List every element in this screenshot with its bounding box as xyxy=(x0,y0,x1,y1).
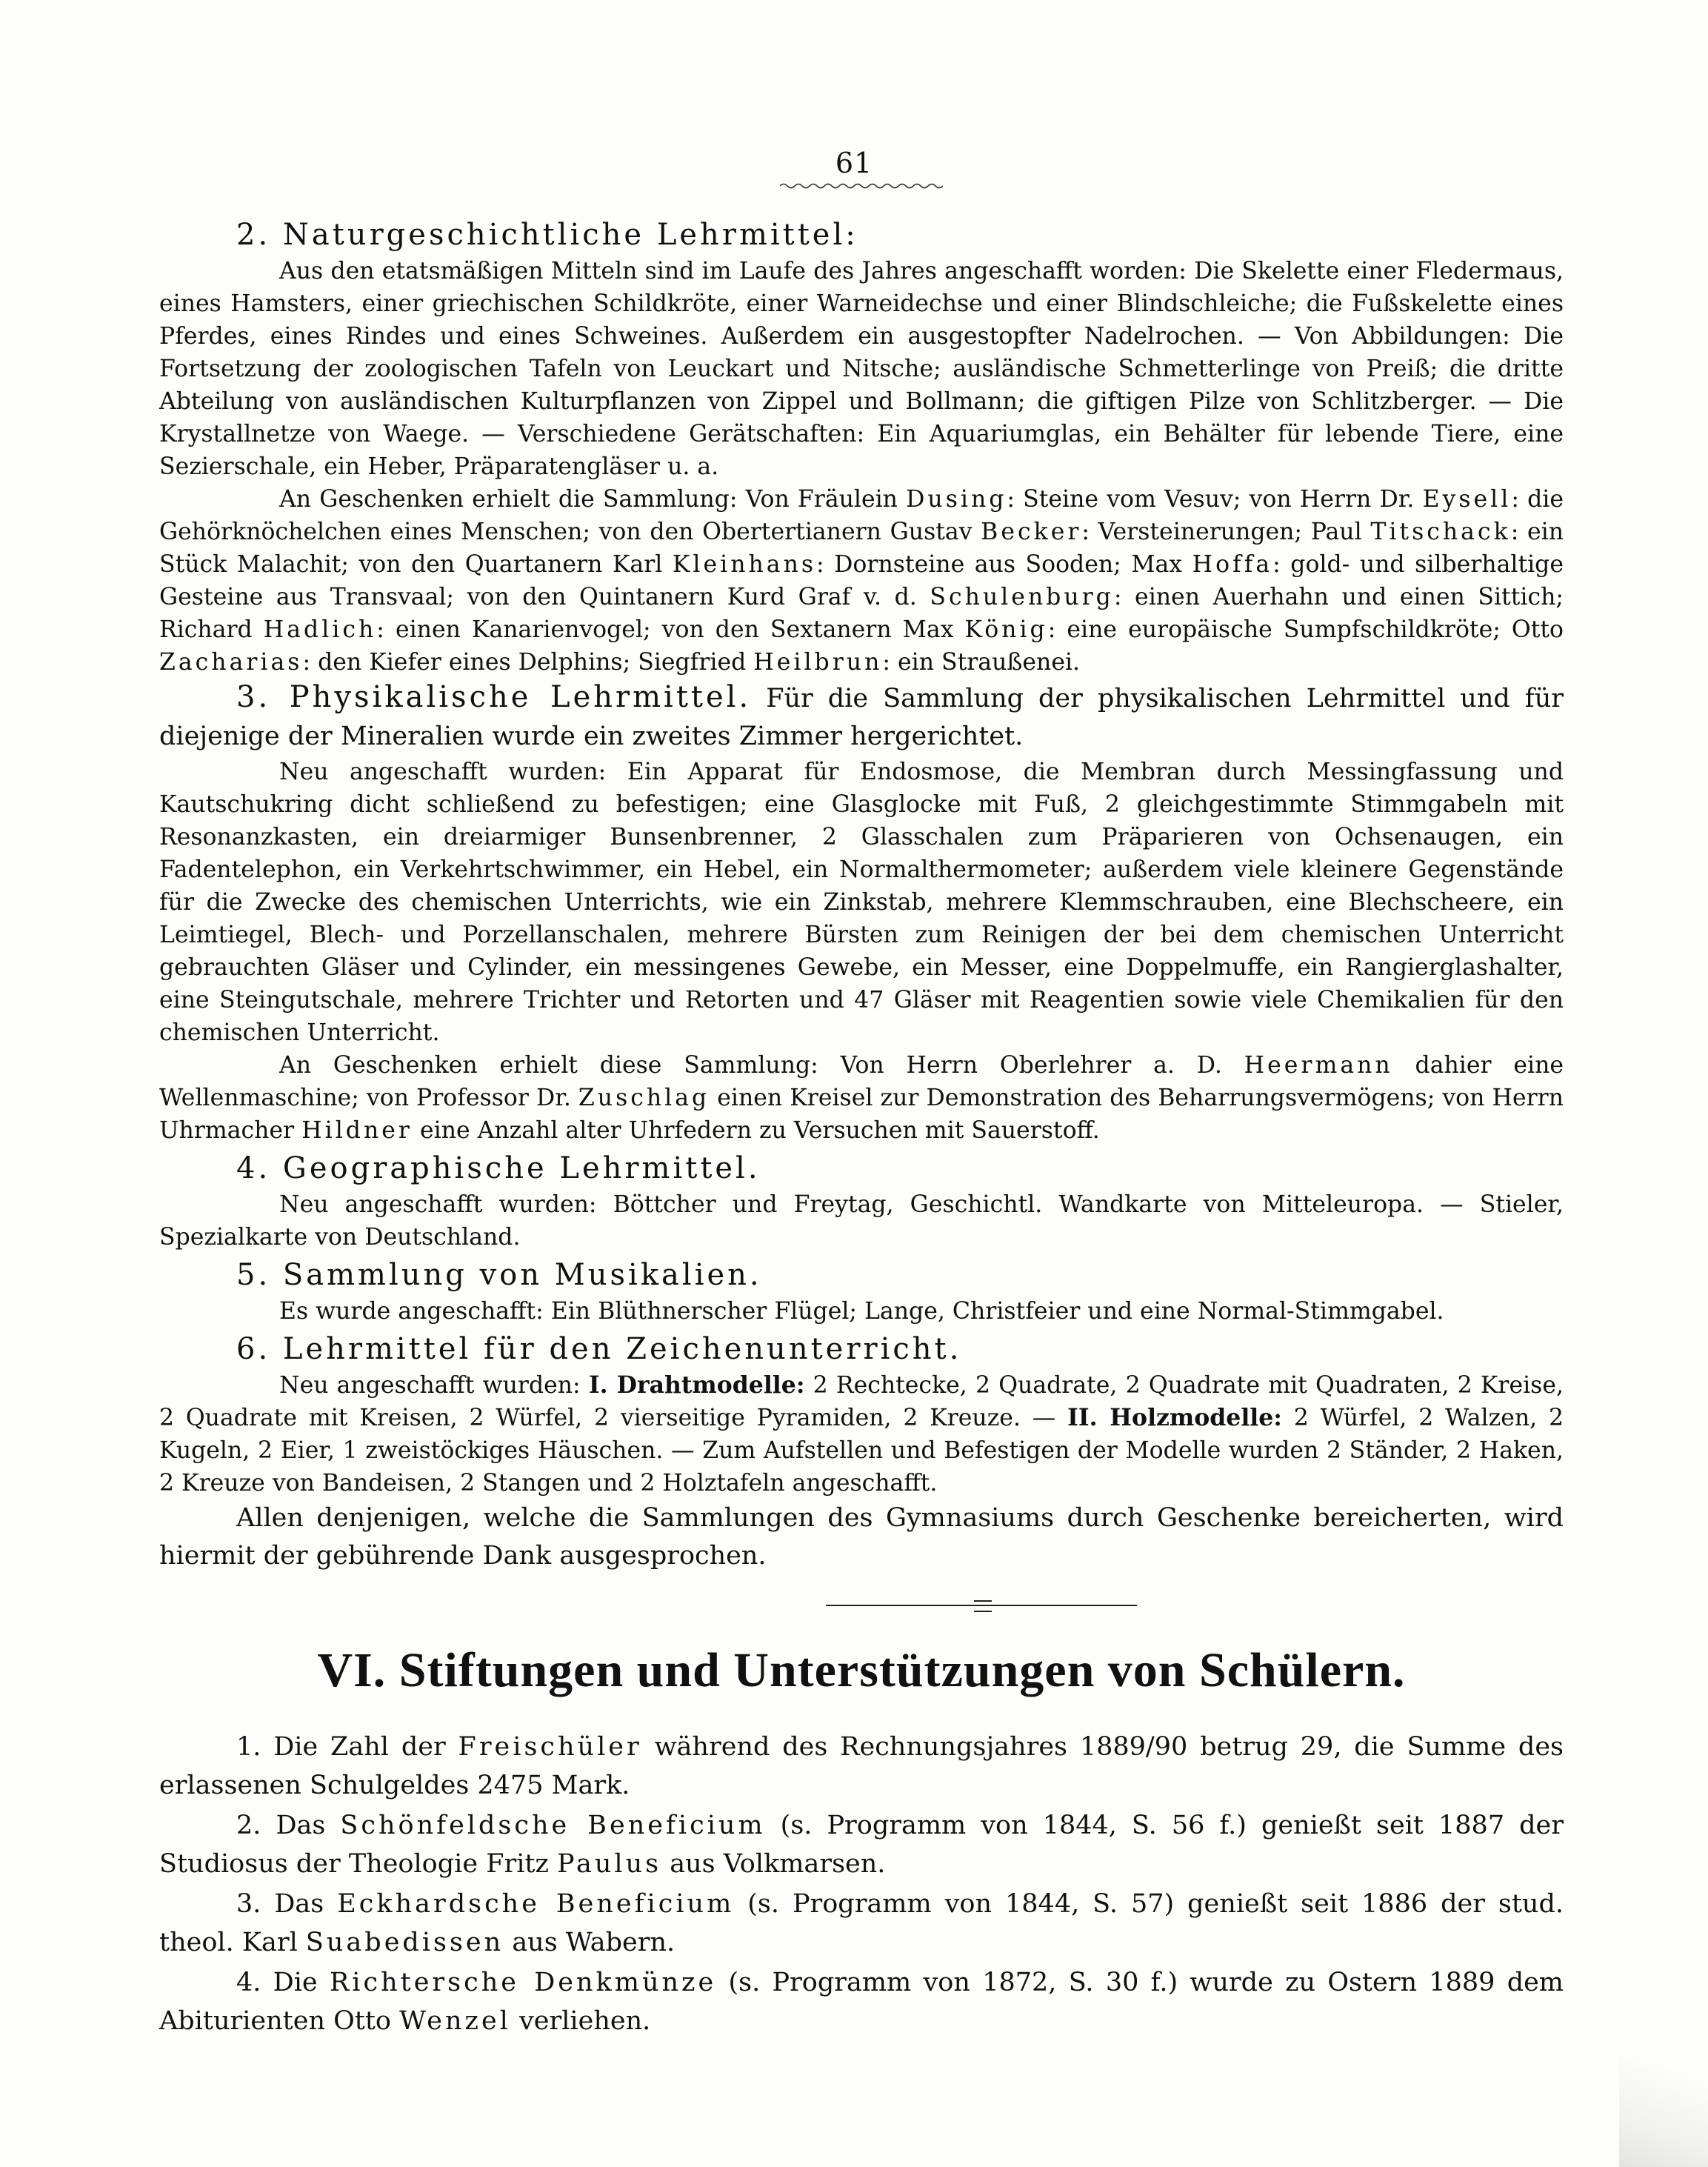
donor-name: Titschack xyxy=(1370,519,1511,545)
label-drahtmodelle: I. Drahtmodelle: xyxy=(588,1371,805,1399)
divider-mark xyxy=(974,1600,992,1612)
text-segment: 4. Die xyxy=(236,1968,330,1997)
label-holzmodelle: II. Holzmodelle: xyxy=(1067,1404,1282,1431)
paragraph-zeichen-purchases xyxy=(159,1369,1564,1499)
list-item-schoenfeld-beneficium xyxy=(159,1806,1564,1883)
recipient-name: Suabedissen xyxy=(305,1928,504,1957)
donor-name: Hoffa xyxy=(1192,551,1273,578)
page-corner-shadow xyxy=(1619,1900,1708,2167)
donor-name: Becker xyxy=(981,519,1082,545)
heading-zeichenunterricht: 6. Lehrmittel für den Zeichenunterricht. xyxy=(236,1332,962,1366)
paragraph-physikalische-intro xyxy=(159,679,1564,756)
donor-name: Hildner xyxy=(301,1117,413,1144)
donor-name: Kleinhans xyxy=(672,551,817,578)
emphasized-term: Richtersche Denkmünze xyxy=(329,1968,717,1997)
text-segment: eine Anzahl alter Uhrfedern zu Versuchen mit Sauerstoff. xyxy=(412,1117,1100,1144)
text-segment: : ein Stück Malachit; von den Quartanern Karl xyxy=(159,519,1564,578)
heading-sammlung-musikalien: 5. Sammlung von Musikalien. xyxy=(236,1258,762,1292)
text-segment: : den Kiefer eines Delphins; Siegfried xyxy=(302,649,754,676)
heading-physikalische-lehrmittel: 3. Physikalische Lehrmittel. xyxy=(236,680,752,714)
text-segment: dahier eine Wellenmaschine; von Professor Dr. xyxy=(159,1052,1564,1111)
donor-name: Dusing xyxy=(906,486,1007,513)
emphasized-term: Freischüler xyxy=(458,1732,642,1762)
donor-name: Zuschlag xyxy=(578,1085,710,1111)
donor-name: Heermann xyxy=(1244,1052,1393,1079)
text-segment: : Versteinerungen; Paul xyxy=(1081,519,1371,545)
donor-name: Heilbrun xyxy=(753,649,883,676)
paragraph-physikalische-purchases: Neu angeschafft wurden: Ein Apparat für Endosmose, die Membran durch Messingfassung und Kautschukring dicht schließend zu befestigen; eine Glasglocke mit Fuß, 2 gleichgestimmte Stimmgabeln mit Resonanzkasten, ein dreiarmiger Bunsenbrenner, 2 Glasschalen zum Präparieren von Ochsenaugen, ein Fadentelephon, ein Verkehrtschwimmer, ein Hebel, ein Normalthermometer; außerdem viele kleinere Gegenstände für die Zwecke des chemischen Unterrichts, wie ein Zinkstab, mehrere Klemmschrauben, eine Blechscheere, ein Leimtiegel, Blech- und Porzellanschalen, mehrere Bürsten zum Reinigen der bei dem chemischen Unterricht gebrauchten Gläser und Cylinder, ein messingenes Gewebe, ein Messer, eine Doppelmuffe, ein Rangierglashalter, eine Steingutschale, mehrere Trichter und Retorten und 47 Gläser mit Reagentien sowie viele Chemikalien für den chemischen Unterricht. xyxy=(159,759,1564,1046)
text-segment: 3. Das xyxy=(236,1889,338,1919)
text-segment: Für die Sammlung der physikalischen Lehrmittel und für diejenige der Mineralien wurde ein zweites Zimmer hergerichtet. xyxy=(159,684,1564,751)
list-item-eckhard-beneficium xyxy=(159,1885,1564,1962)
text-segment: (s. Programm von 1844, S. 57) genießt seit 1886 der stud. theol. Karl xyxy=(159,1889,1564,1957)
donor-name: Hadlich xyxy=(263,616,377,643)
page-number-ornament xyxy=(780,181,943,191)
text-segment: : ein Straußenei. xyxy=(882,649,1081,676)
text-segment: während des Rechnungsjahres 1889/90 betrug 29, die Summe des erlassenen Schulgeldes 2475 Mark. xyxy=(159,1732,1564,1800)
paragraph-naturgeschichte-gifts xyxy=(159,483,1564,679)
recipient-name: Wenzel xyxy=(399,2006,511,2036)
donor-name: Eysell xyxy=(1422,486,1512,513)
paragraph-geographische-purchases: Neu angeschafft wurden: Böttcher und Freytag, Geschichtl. Wandkarte von Mitteleuropa. — Stieler, Spezialkarte von Deutschland. xyxy=(159,1191,1564,1251)
heading-geographische-lehrmittel: 4. Geographische Lehrmittel. xyxy=(236,1151,761,1185)
heading-naturgeschichtliche-lehrmittel: 2. Naturgeschichtliche Lehrmittel: xyxy=(236,218,858,252)
text-segment: (s. Programm von 1872, S. 30 f.) wurde zu Ostern 1889 dem Abiturienten Otto xyxy=(159,1968,1564,2036)
paragraph-physikalische-gifts xyxy=(159,1049,1564,1147)
chapter-title: VI. Stiftungen und Unterstützungen von Schülern. xyxy=(317,1643,1406,1697)
text-segment: : einen Kanarienvogel; von den Sextanern Max xyxy=(376,616,965,643)
recipient-name: Paulus xyxy=(557,1849,662,1879)
text-segment: 2. Das xyxy=(236,1811,341,1840)
page-number: 61 xyxy=(835,147,873,179)
donor-name: Schulenburg xyxy=(930,584,1114,610)
text-segment: : einen Auerhahn und einen Sittich; Richard xyxy=(159,584,1564,643)
list-item-freischueler xyxy=(159,1728,1564,1805)
text-segment: einen Kreisel zur Demonstration des Beharrungsvermögens; von Herrn Uhrmacher xyxy=(159,1085,1564,1144)
paragraph-thanks: Allen denjenigen, welche die Sammlungen des Gymnasiums durch Geschenke bereicherten, wird hiermit der gebührende Dank ausgesprochen. xyxy=(159,1503,1564,1571)
text-segment: (s. Programm von 1844, S. 56 f.) genießt seit 1887 der Studiosus der Theologie Fritz xyxy=(159,1811,1564,1879)
paragraph-musikalien-purchases: Es wurde angeschafft: Ein Blüthnerscher Flügel; Lange, Christfeier und eine Normal-Stimmgabel. xyxy=(279,1298,1444,1325)
page-content xyxy=(159,213,1564,2042)
text-segment: : eine europäische Sumpfschildkröte; Otto xyxy=(1047,616,1564,643)
text-segment: Neu angeschafft wurden: xyxy=(279,1372,589,1399)
emphasized-term: Schönfeldsche Beneficium xyxy=(340,1811,766,1840)
text-segment: 1. Die Zahl der xyxy=(236,1732,458,1762)
text-segment: aus Volkmarsen. xyxy=(661,1849,886,1879)
section-divider xyxy=(159,1575,1564,1627)
list-item-richter-denkmuenze xyxy=(159,1963,1564,2040)
text-segment: 2 Würfel, 2 Walzen, 2 Kugeln, 2 Eier, 1 zweistöckiges Häuschen. — Zum Aufstellen und Befestigen der Modelle wurden 2 Ständer, 2 Haken, 2 Kreuze von Bandeisen, 2 Stangen und 2 Holztafeln angeschafft. xyxy=(159,1405,1564,1497)
donor-name: König xyxy=(964,616,1048,643)
text-segment: : Dornsteine aus Sooden; Max xyxy=(816,551,1192,578)
emphasized-term: Eckhardsche Beneficium xyxy=(337,1889,735,1919)
text-segment: : gold- und silberhaltige Gesteine aus Transvaal; von den Quintanern Kurd Graf v. d. xyxy=(159,551,1564,610)
text-segment: 2 Rechtecke, 2 Quadrate, 2 Quadrate mit Quadraten, 2 Kreise, 2 Quadrate mit Kreisen, 2 Würfel, 2 vierseitige Pyramiden, 2 Kreuze. — xyxy=(159,1372,1564,1431)
text-segment: An Geschenken erhielt die Sammlung: Von Fräulein xyxy=(279,486,907,513)
text-segment: : die Gehörknöchelchen eines Menschen; von den Obertertianern Gustav xyxy=(159,486,1564,545)
text-segment: An Geschenken erhielt diese Sammlung: Von Herrn Oberlehrer a. D. xyxy=(279,1052,1244,1079)
donor-name: Zacharias xyxy=(159,649,303,676)
text-segment: verliehen. xyxy=(510,2006,651,2036)
text-segment: : Steine vom Vesuv; von Herrn Dr. xyxy=(1007,486,1423,513)
paragraph-naturgeschichte-purchases: Aus den etatsmäßigen Mitteln sind im Laufe des Jahres angeschafft worden: Die Skelette einer Fledermaus, eines Hamsters, einer griechischen Schildkröte, einer Warneidechse und einer Blindschleiche; die Fußskelette eines Pferdes, eines Rindes und eines Schweines. Außerdem ein ausgestopfter Nadelrochen. — Von Abbildungen: Die Fortsetzung der zoologischen Tafeln von Leuckart und Nitsche; ausländische Schmetterlinge von Preiß; die dritte Abteilung von ausländischen Kulturpflanzen von Zippel und Bollmann; die giftigen Pilze von Schlitzberger. — Die Krystallnetze von Waege. — Verschiedene Gerätschaften: Ein Aquariumglas, ein Behälter für lebende Tiere, eine Sezierschale, ein Heber, Präparatengläser u. a. xyxy=(159,258,1564,480)
text-segment: aus Wabern. xyxy=(504,1928,675,1957)
